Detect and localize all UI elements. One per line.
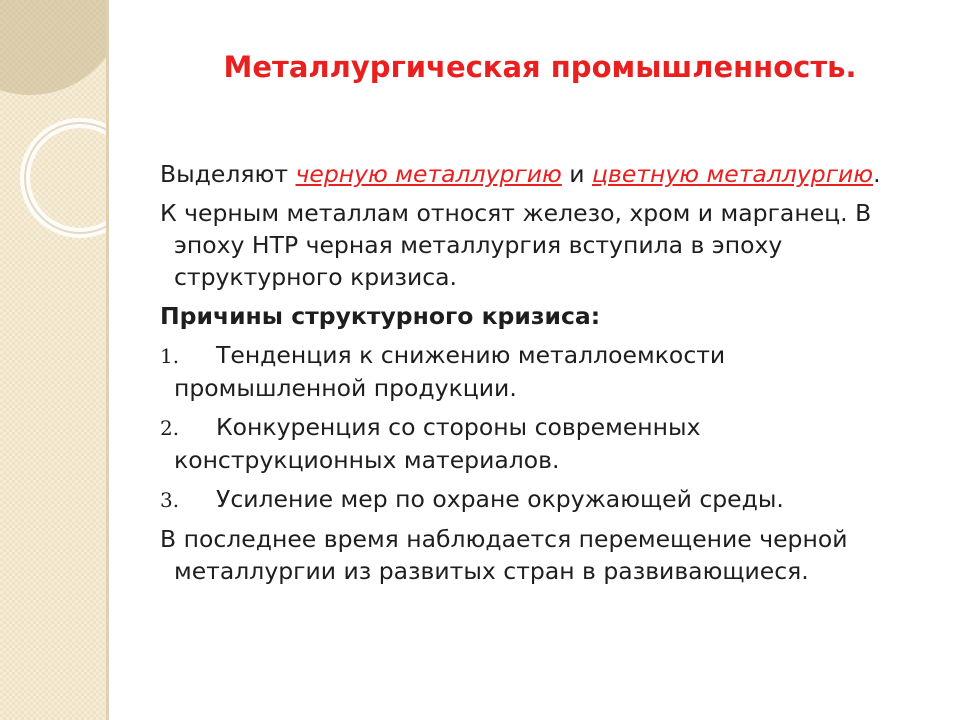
reason-item-2: [160, 411, 890, 476]
slide-body: [160, 158, 890, 594]
decor-ring: [25, 123, 106, 233]
reason-text-1: Тенденция к снижению металлоемкости промышленной продукции.: [174, 341, 726, 402]
reason-number-3: 3.: [160, 488, 180, 512]
reason-text-3: Усиление мер по охране окружающей среды.: [216, 485, 784, 513]
link-ferrous-metallurgy[interactable]: черную металлургию: [295, 160, 562, 188]
reason-text-2: Конкуренция со стороны современных конструкционных материалов.: [174, 413, 701, 474]
paragraph-intro: [160, 158, 890, 190]
reason-item-1: [160, 339, 890, 404]
decorative-side-band: [0, 0, 106, 720]
decor-circle-top: [0, 0, 106, 95]
reasons-heading: Причины структурного кризиса:: [160, 302, 601, 330]
reason-number-1: 1.: [160, 344, 180, 368]
reason-item-3: [160, 483, 890, 516]
intro-middle: и: [561, 160, 593, 188]
intro-prefix: Выделяют: [160, 160, 296, 188]
paragraph-ferrous-metals: К черным металлам относят железо, хром и марганец. В эпоху НТР черная металлургия вступила в эпоху структурного кризиса.: [160, 199, 872, 291]
paragraph-relocation: В последнее время наблюдается перемещение черной металлургии из развитых стран в развивающиеся.: [160, 525, 848, 585]
reason-number-2: 2.: [160, 416, 180, 440]
side-band-edge: [106, 0, 109, 720]
slide-title: Металлургическая промышленность.: [223, 50, 857, 84]
link-nonferrous-metallurgy[interactable]: цветную металлургию: [592, 160, 874, 188]
intro-suffix: .: [873, 160, 881, 188]
decorative-rings: [0, 0, 106, 720]
